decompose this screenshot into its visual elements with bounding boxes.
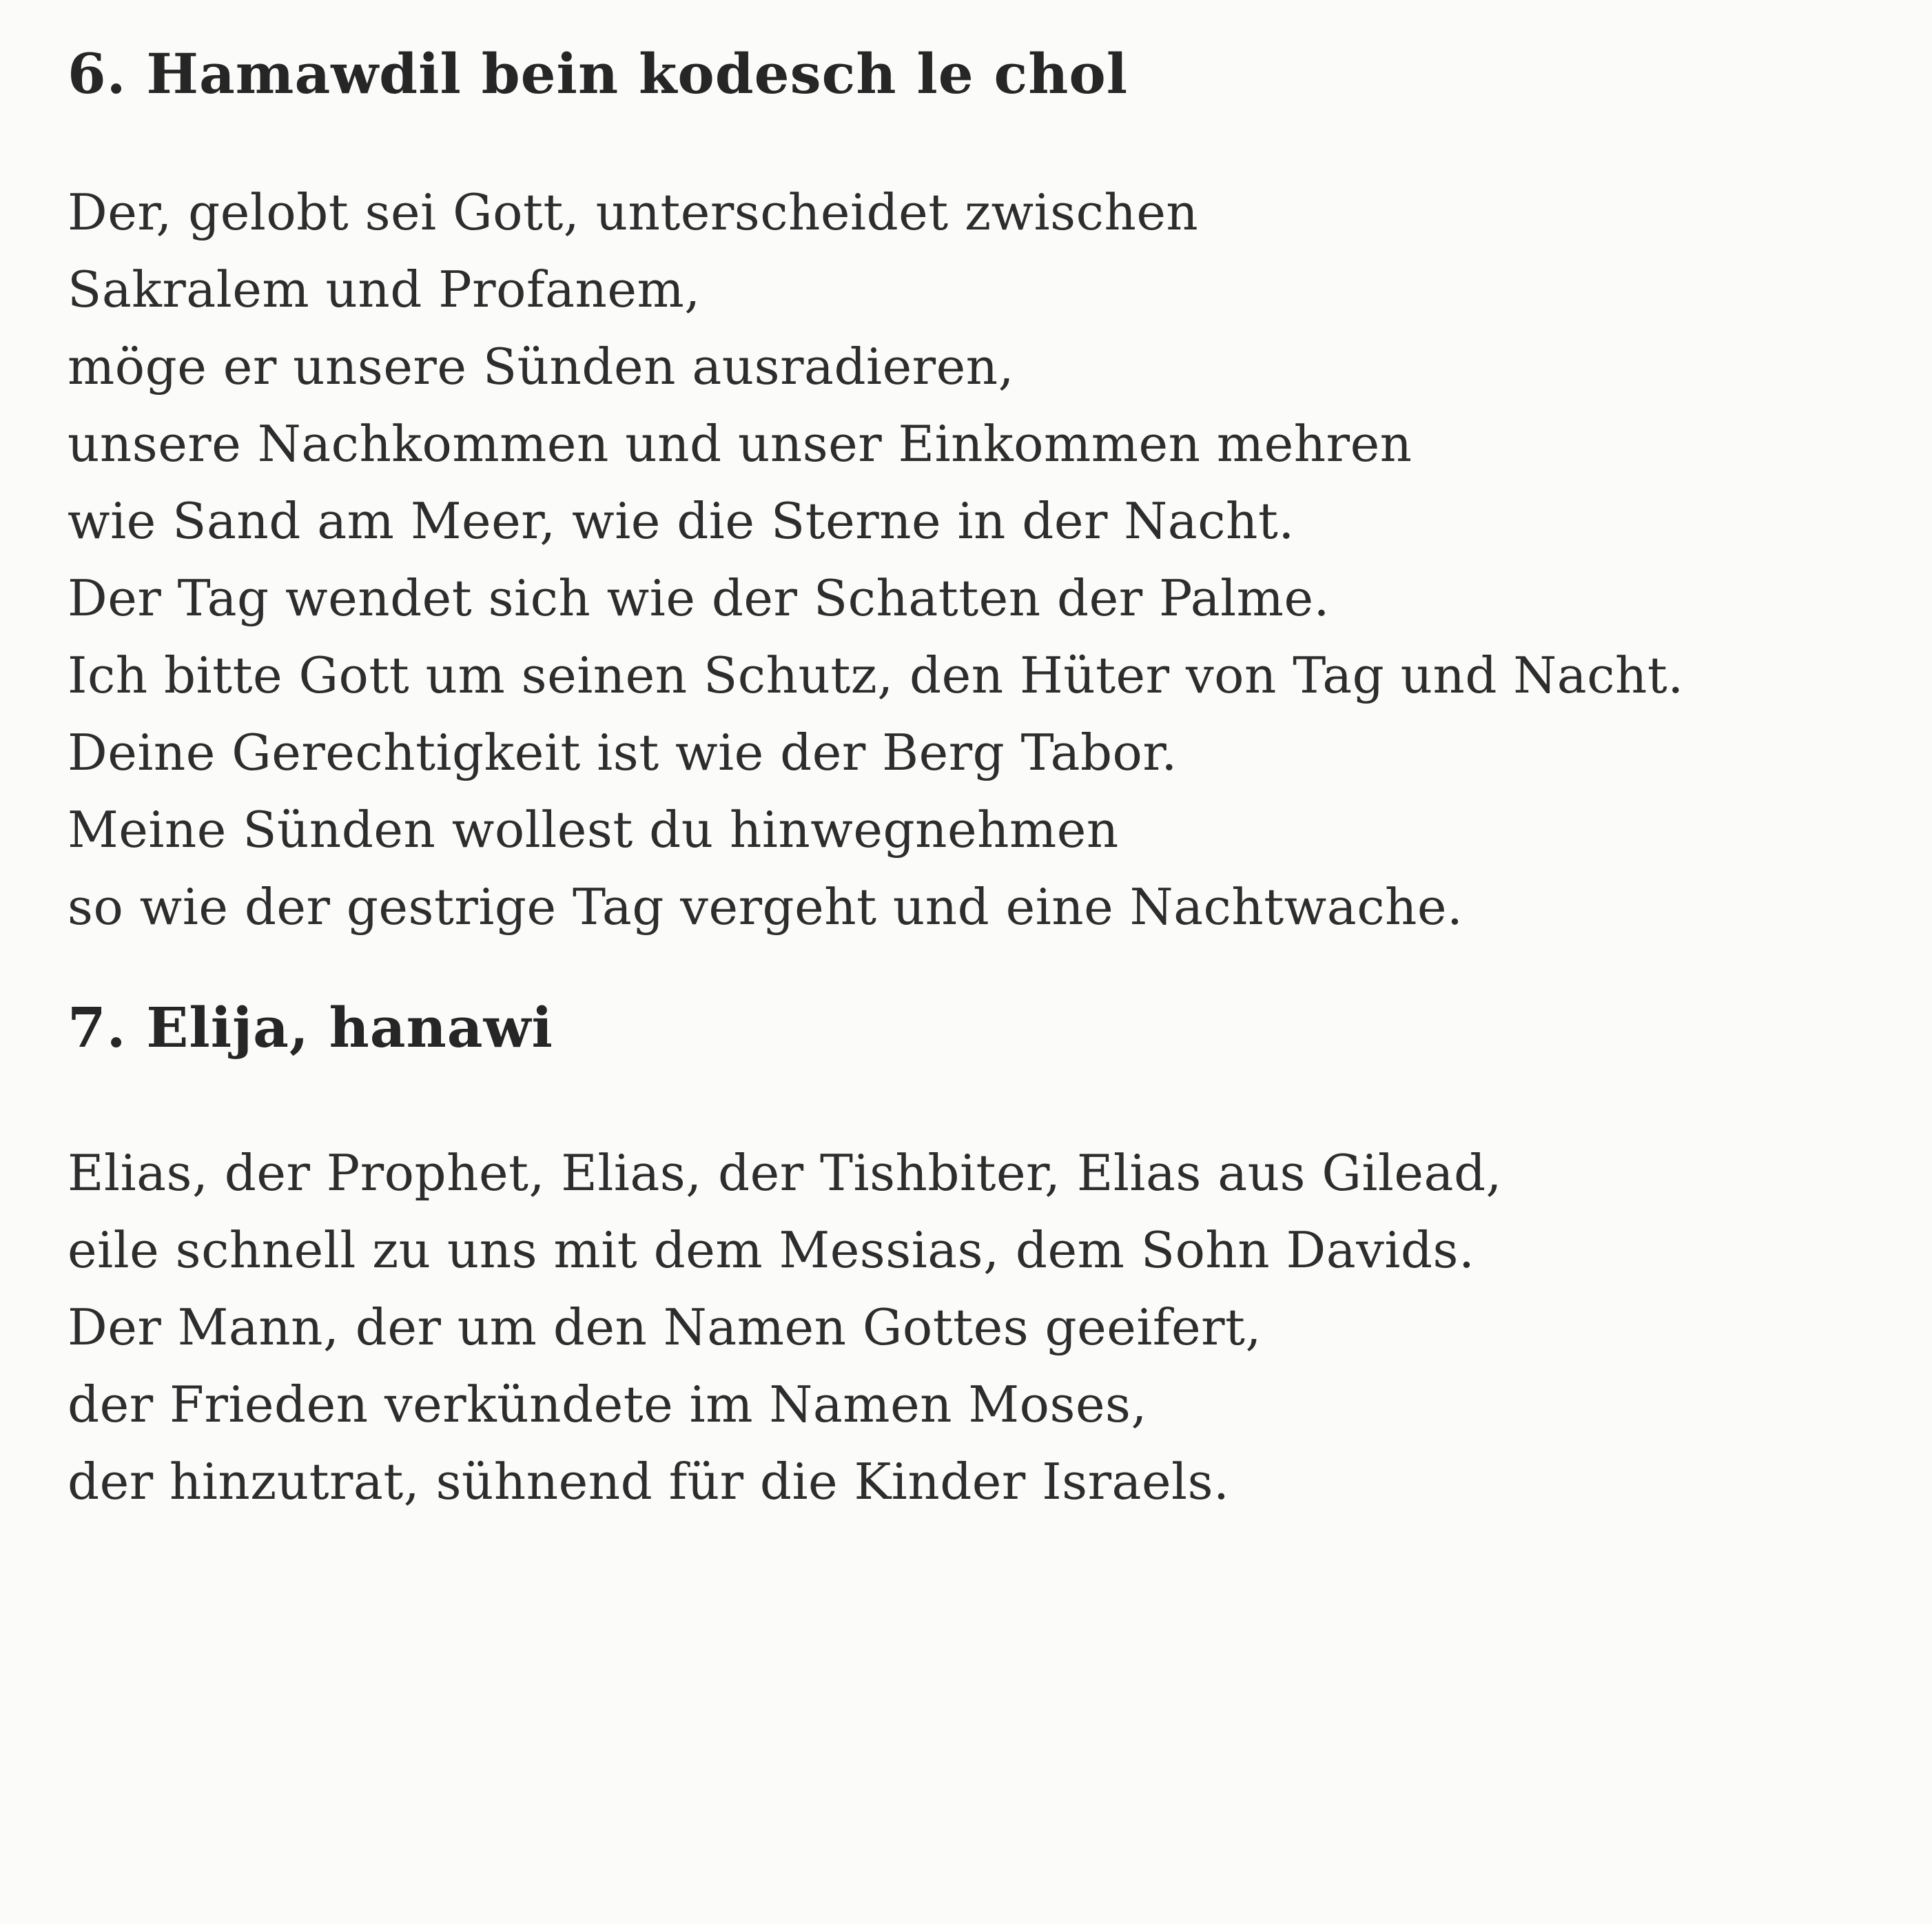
verse-block — [68, 174, 1887, 945]
verse-line: Meine Sünden wollest du hinwegnehmen — [68, 801, 1119, 859]
verse-block — [68, 1134, 1887, 1520]
verse-line: Ich bitte Gott um seinen Schutz, den Hüter von Tag und Nacht. — [68, 646, 1684, 704]
section-heading: 6. Hamawdil bein kodesch le chol — [68, 41, 1129, 106]
verse-line: der hinzutrat, sühnend für die Kinder Israels. — [68, 1453, 1230, 1511]
verse-line: eile schnell zu uns mit dem Messias, dem Sohn Davids. — [68, 1221, 1475, 1279]
verse-line: Der Mann, der um den Namen Gottes geeifert, — [68, 1298, 1262, 1356]
verse-line: Der Tag wendet sich wie der Schatten der Palme. — [68, 569, 1330, 627]
section-hamawdil — [68, 36, 1887, 945]
verse-line: unsere Nachkommen und unser Einkommen mehren — [68, 415, 1412, 473]
verse-line: der Frieden verkündete im Namen Moses, — [68, 1375, 1147, 1433]
verse-line: Elias, der Prophet, Elias, der Tishbiter, Elias aus Gilead, — [68, 1144, 1502, 1202]
verse-line: Deine Gerechtigkeit ist wie der Berg Tabor. — [68, 724, 1178, 781]
section-heading: 7. Elija, hanawi — [68, 995, 553, 1060]
verse-line: Sakralem und Profanem, — [68, 260, 701, 318]
verse-line: Der, gelobt sei Gott, unterscheidet zwischen — [68, 183, 1199, 241]
verse-line: so wie der gestrige Tag vergeht und eine Nachtwache. — [68, 878, 1463, 936]
verse-line: wie Sand am Meer, wie die Sterne in der Nacht. — [68, 492, 1295, 550]
section-elija — [68, 990, 1887, 1520]
verse-line: möge er unsere Sünden ausradieren, — [68, 338, 1014, 396]
